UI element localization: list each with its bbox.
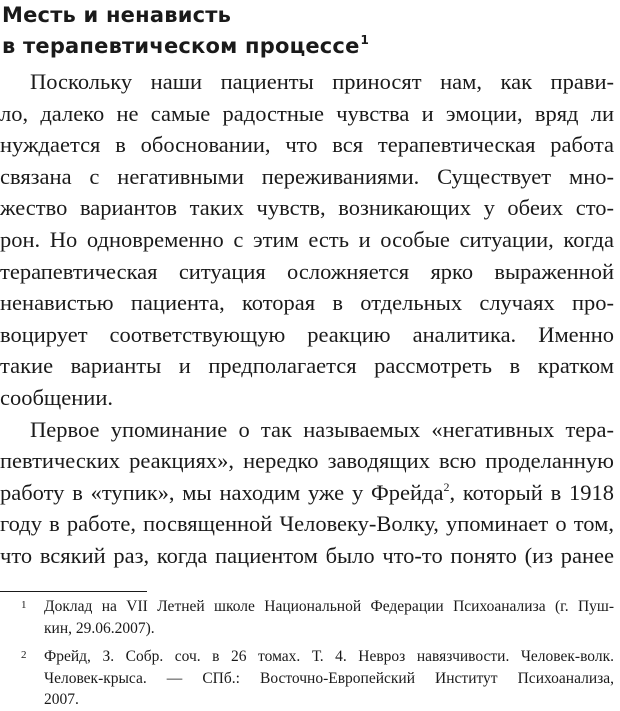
paragraph-2-line: что всякий раз, когда пациентом было что-то понято (из ранее [0,542,614,568]
heading-line-2 [2,31,602,62]
paragraph-2-line: Первое упоминание о так называемых «негативных тера- [30,416,614,442]
paragraph-1-line: ло, далеко не самые радостные чувства и эмоции, вряд ли [0,100,614,126]
body-text [0,66,614,572]
footnote-line: Человек-крыса. — СПб.: Восточно-Европейский Институт Психоанализа, [44,669,614,687]
paragraph-1-line: жество вариантов таких чувств, возникающих у обеих сто- [0,195,614,221]
freud-footnote-mark: 2 [443,479,450,494]
paragraph-1-line: такие варианты и предполагается рассмотреть в кратком [0,353,614,379]
footnote-line: 2007. [44,691,79,708]
paragraph-1-line: Поскольку наши пациенты приносят нам, как прави- [30,69,614,94]
paragraph-2-line-3a: работу в «тупик», мы находим уже у Фрейда [0,479,444,505]
paragraph-1-line: сообщении. [0,384,113,410]
paragraph-1-line: рон. Но одновременно с этим есть и особые ситуации, когда [0,226,614,252]
paragraph-2-line-3b: , который в 1918 [449,479,614,505]
paragraph-1-line: нуждается в обосновании, что вся терапевтическая работа [0,132,614,158]
paragraph-1-line: терапевтическая ситуация осложняется ярко выраженной [0,258,614,284]
paragraph-2-line: году в работе, посвященной Человеку-Волку, упоминает о том, [0,511,614,537]
heading-line-2-text: в терапевтическом процессе [2,34,360,58]
heading-footnote-mark: 1 [360,33,370,47]
footnote-2 [0,646,614,711]
footnotes [0,596,614,711]
heading-line-1: Месть и ненависть [2,3,232,27]
footnote-divider [0,591,147,592]
paragraph-2-line [0,477,614,509]
paragraph-1-line: ненавистью пациента, которая в отдельных случаях про- [0,290,614,316]
footnote-line: Доклад на VII Летней школе Национальной Федерации Психоанализа (г. Пуш- [44,598,614,615]
footnote-1 [0,596,614,639]
footnote-number: 1 [21,599,27,611]
paragraph-1-line: воцирует соответствующую реакцию аналитика. Именно [0,321,614,347]
footnote-line: кин, 29.06.2007). [44,619,155,637]
chapter-heading [2,0,602,62]
paragraph-1-line: связана с негативными переживаниями. Существует мно- [0,163,614,189]
footnote-line: Фрейд, З. Собр. соч. в 26 томах. Т. 4. Невроз навязчивости. Человек-волк. [44,648,614,665]
footnote-number: 2 [21,649,27,661]
paragraph-2-line: певтических реакциях», нередко заводящих всю проделанную [0,448,614,474]
